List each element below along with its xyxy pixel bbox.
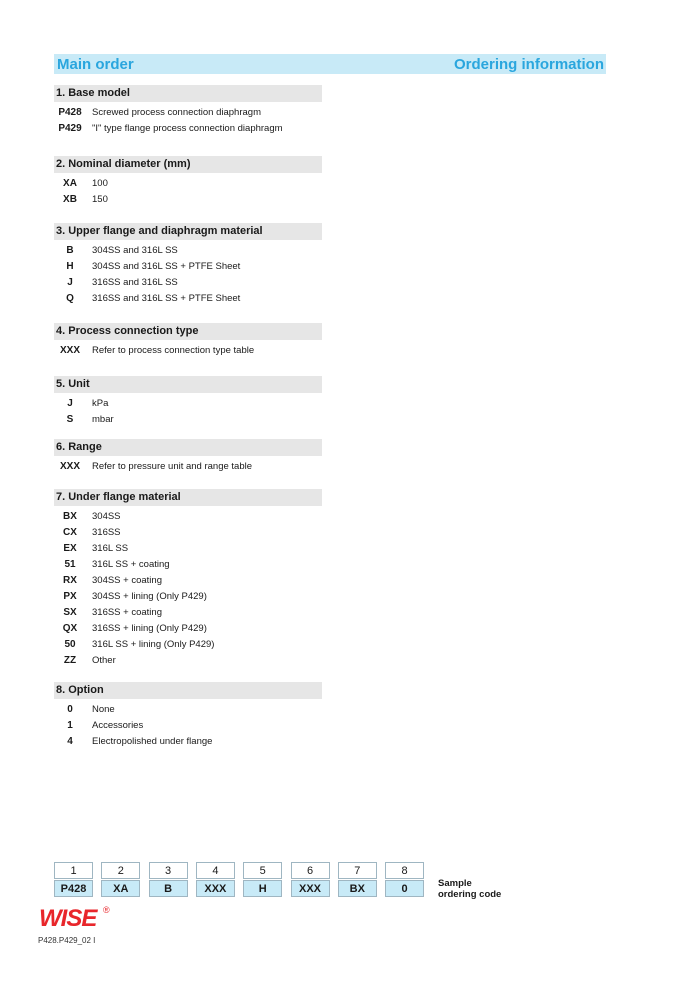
option-code: J	[67, 277, 73, 288]
option-code: XXX	[59, 345, 80, 356]
option-code: ZZ	[63, 655, 77, 666]
option-description: 316L SS	[92, 543, 129, 554]
option-description: Other	[92, 655, 116, 666]
option-description: 316SS + coating	[92, 607, 162, 618]
sample-position-number: 4	[196, 862, 235, 879]
option-description: None	[92, 704, 115, 715]
option-code: XXX	[59, 461, 80, 472]
option-code: XA	[63, 178, 77, 189]
option-code: SX	[63, 607, 77, 618]
sample-position-number: 1	[54, 862, 93, 879]
sample-position-value: XXX	[196, 880, 235, 897]
option-description: Accessories	[92, 720, 144, 731]
sample-position-number: 6	[291, 862, 330, 879]
option-description: "I" type flange process connection diaphragm	[92, 123, 283, 134]
option-description: 304SS and 316L SS + PTFE Sheet	[92, 261, 241, 272]
section-4	[54, 323, 322, 359]
option-row	[54, 718, 322, 734]
option-code: EX	[63, 543, 77, 554]
sample-label-line1: Sample	[438, 878, 472, 889]
option-code: RX	[63, 575, 77, 586]
section-title: 3. Upper flange and diaphragm material	[54, 223, 322, 240]
sample-position-value: BX	[338, 880, 377, 897]
section-3	[54, 223, 322, 307]
option-code: QX	[62, 623, 78, 634]
sample-position-number: 5	[243, 862, 282, 879]
option-row	[54, 621, 322, 637]
option-row	[54, 459, 322, 475]
option-description: 304SS	[92, 511, 121, 522]
sample-position-number: 3	[149, 862, 188, 879]
option-description: 316SS and 316L SS	[92, 277, 178, 288]
section-title: 8. Option	[54, 682, 322, 699]
section-title: 2. Nominal diameter (mm)	[54, 156, 322, 173]
option-row	[54, 589, 322, 605]
option-code: XB	[63, 194, 77, 205]
section-5	[54, 376, 322, 428]
option-code: H	[66, 261, 74, 272]
option-row	[54, 412, 322, 428]
option-description: Refer to pressure unit and range table	[92, 461, 253, 472]
option-row	[54, 653, 322, 669]
option-description: mbar	[92, 414, 114, 425]
section-8	[54, 682, 322, 750]
option-row	[54, 259, 322, 275]
option-row	[54, 396, 322, 412]
sample-position-value: 0	[385, 880, 424, 897]
option-code: 51	[64, 559, 76, 570]
svg-text:®: ®	[103, 905, 110, 915]
sample-position-number: 7	[338, 862, 377, 879]
option-row	[54, 192, 322, 208]
option-code: CX	[63, 527, 77, 538]
option-row	[54, 702, 322, 718]
option-description: Refer to process connection type table	[92, 345, 255, 356]
option-description: 316SS and 316L SS + PTFE Sheet	[92, 293, 241, 304]
option-row	[54, 605, 322, 621]
sample-label	[438, 878, 528, 900]
section-2	[54, 156, 322, 208]
footer-document-code: P428.P429_02 I	[38, 936, 96, 945]
option-row	[54, 243, 322, 259]
section-title: 7. Under flange material	[54, 489, 322, 506]
option-description: kPa	[92, 398, 109, 409]
svg-text:WISE: WISE	[39, 905, 97, 930]
header-main-order: Main order	[57, 55, 134, 73]
option-row	[54, 121, 322, 137]
option-description: 304SS + coating	[92, 575, 162, 586]
sample-position-number: 2	[101, 862, 140, 879]
option-description: 316L SS + coating	[92, 559, 170, 570]
option-code: 1	[67, 720, 73, 731]
section-title: 5. Unit	[54, 376, 322, 393]
option-code: 0	[67, 704, 73, 715]
option-code: S	[66, 414, 74, 425]
section-6	[54, 439, 322, 475]
section-title: 6. Range	[54, 439, 322, 456]
option-row	[54, 176, 322, 192]
sample-position-value: XA	[101, 880, 140, 897]
wise-logo-icon	[38, 904, 110, 930]
option-row	[54, 637, 322, 653]
sample-position-value: H	[243, 880, 282, 897]
option-description: Screwed process connection diaphragm	[92, 107, 261, 118]
option-row	[54, 734, 322, 750]
option-description: Electropolished under flange	[92, 736, 213, 747]
option-row	[54, 275, 322, 291]
option-description: 316SS + lining (Only P429)	[92, 623, 207, 634]
option-description: 304SS + lining (Only P429)	[92, 591, 207, 602]
section-7	[54, 489, 322, 669]
option-code: PX	[63, 591, 77, 602]
header-ordering-information: Ordering information	[454, 55, 604, 73]
option-code: BX	[63, 511, 77, 522]
section-1	[54, 85, 322, 137]
wise-logo	[38, 904, 110, 935]
option-row	[54, 573, 322, 589]
section-title: 1. Base model	[54, 85, 322, 102]
option-code: 50	[64, 639, 76, 650]
option-row	[54, 525, 322, 541]
option-description: 316L SS + lining (Only P429)	[92, 639, 215, 650]
option-code: Q	[66, 293, 74, 304]
option-row	[54, 557, 322, 573]
option-code: P429	[58, 123, 82, 134]
option-code: 4	[67, 736, 73, 747]
option-description: 100	[92, 178, 108, 189]
sample-position-value: P428	[54, 880, 93, 897]
sample-label-line2: ordering code	[438, 889, 502, 900]
sample-position-value: B	[149, 880, 188, 897]
option-row	[54, 105, 322, 121]
option-code: B	[66, 245, 74, 256]
sample-position-number: 8	[385, 862, 424, 879]
option-description: 150	[92, 194, 108, 205]
option-code: P428	[58, 107, 82, 118]
page-header	[54, 54, 606, 74]
option-row	[54, 291, 322, 307]
option-row	[54, 541, 322, 557]
option-description: 316SS	[92, 527, 121, 538]
option-row	[54, 509, 322, 525]
option-code: J	[67, 398, 73, 409]
option-description: 304SS and 316L SS	[92, 245, 178, 256]
section-title: 4. Process connection type	[54, 323, 322, 340]
sample-position-value: XXX	[291, 880, 330, 897]
option-row	[54, 343, 322, 359]
